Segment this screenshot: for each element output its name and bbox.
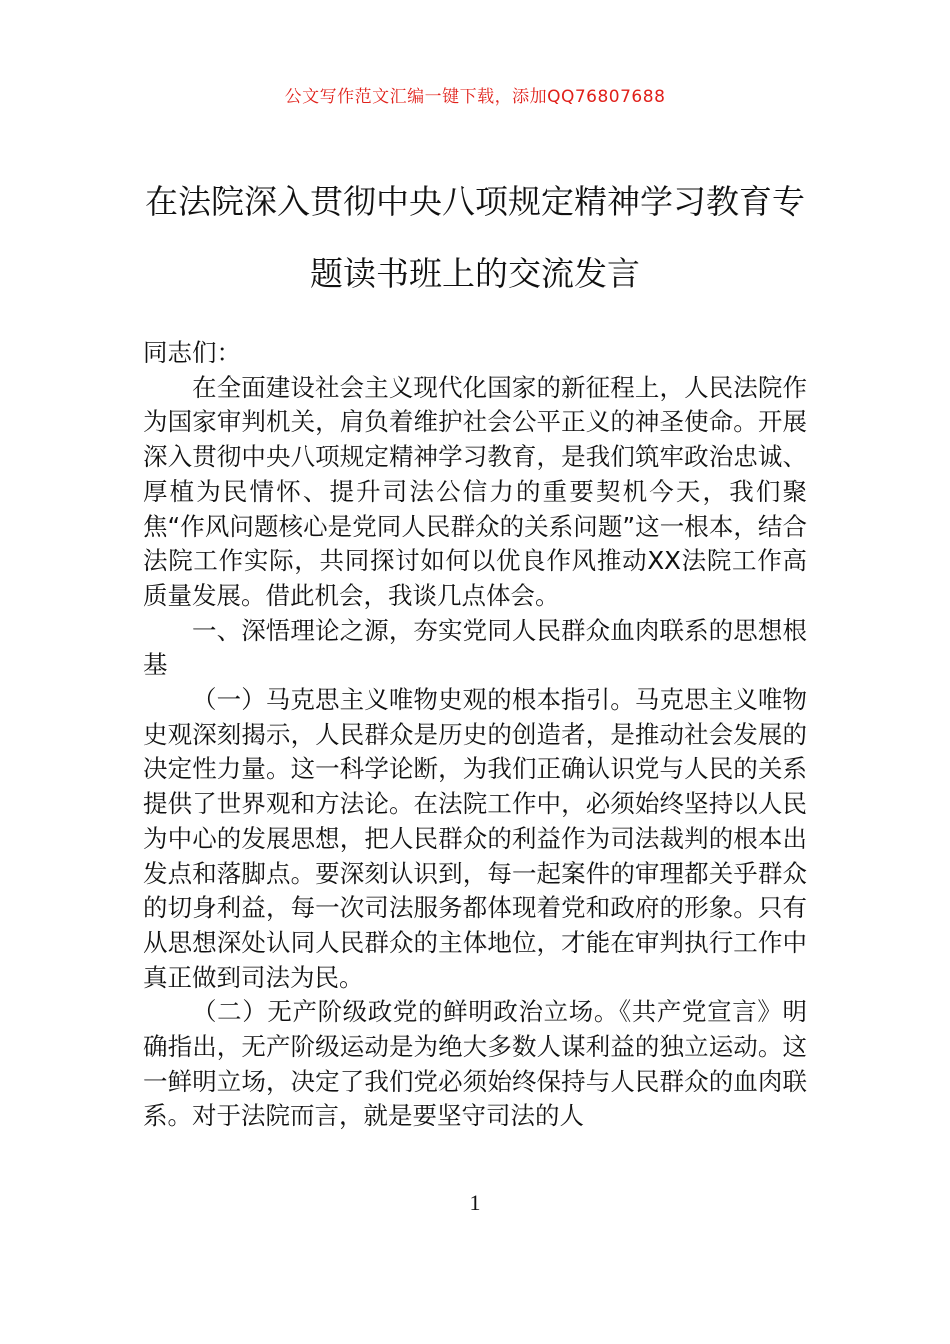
download-notice: 公文写作范文汇编一键下载，添加QQ76807688	[284, 87, 666, 107]
section-heading-1: 一、深悟理论之源，夯实党同人民群众血肉联系的思想根基	[143, 615, 807, 680]
page-number: 1	[469, 1190, 481, 1215]
intro-paragraph: 在全面建设社会主义现代化国家的新征程上，人民法院作为国家审判机关，肩负着维护社会公平正义的神圣使命。开展深入贯彻中央八项规定精神学习教育，是我们筑牢政治忠诚、厚植为民情怀、提升司法公信力的重要契机今天，我们聚焦“作风问题核心是党同人民群众的关系问题”这一根本，结合法院工作实际，共同探讨如何以优良作风推动XX法院工作高质量发展。借此机会，我谈几点体会。	[143, 372, 807, 610]
document-title: 在法院深入贯彻中央八项规定精神学习教育专题读书班上的交流发言	[145, 182, 805, 293]
subsection-paragraph-2: （二）无产阶级政党的鲜明政治立场。《共产党宣言》明确指出，无产阶级运动是为绝大多数人谋利益的独立运动。这一鲜明立场，决定了我们党必须始终保持与人民群众的血肉联系。对于法院而言，就是要坚守司法的人	[143, 997, 807, 1131]
salutation: 同志们：	[143, 338, 241, 367]
subsection-paragraph-1: （一）马克思主义唯物史观的根本指引。马克思主义唯物史观深刻揭示，人民群众是历史的创造者，是推动社会发展的决定性力量。这一科学论断，为我们正确认识党与人民的关系提供了世界观和方法论。在法院工作中，必须始终坚持以人民为中心的发展思想，把人民群众的利益作为司法裁判的根本出发点和落脚点。要深刻认识到，每一起案件的审理都关乎群众的切身利益，每一次司法服务都体现着党和政府的形象。只有从思想深处认同人民群众的主体地位，才能在审判执行工作中真正做到司法为民。	[143, 685, 807, 992]
document-body	[143, 336, 807, 1134]
